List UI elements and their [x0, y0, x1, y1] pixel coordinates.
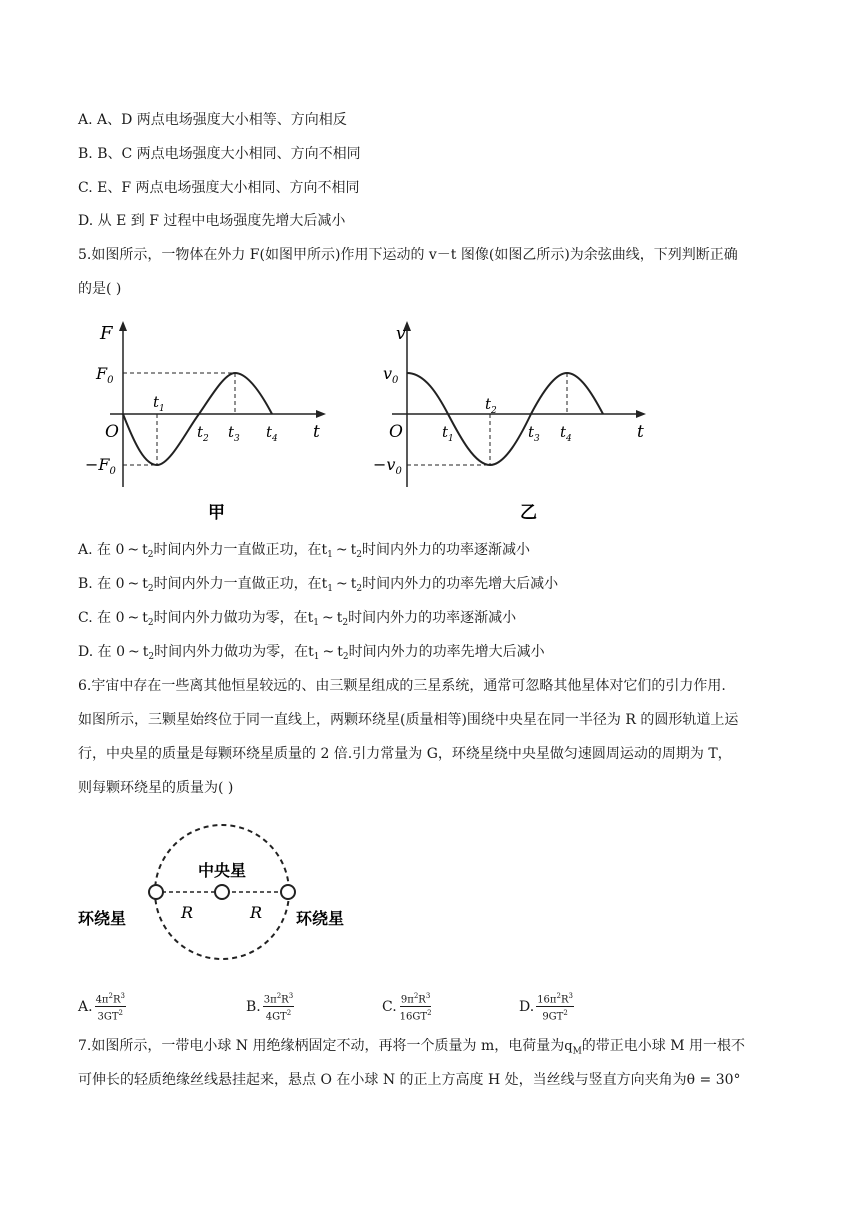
q5-option-b: B. 在 0 ~ $t_2$时间内外力一直做正功，在$t_1$ ~ $t_2$时间内外力的功率先增大后减小 [78, 576, 559, 594]
q4-option-d: D. 从 E 到 F 过程中电场强度先增大后减小 [78, 213, 346, 229]
y-axis-arrow [119, 321, 127, 331]
q7-stem-line1: 7.如图所示，一带电小球 N 用绝缘柄固定不动，再将一个质量为 m，电荷量为$q_M$的带正电小球 M 用一根不 [78, 1038, 746, 1057]
neg-f0-label: $-F_0$ [85, 455, 116, 477]
x-axis-arrow [636, 410, 646, 418]
v0-label: $v_0$ [383, 364, 399, 386]
y-axis-label: v [396, 324, 406, 344]
velocity-curve [407, 373, 603, 465]
q7-stem-line2: 可伸长的轻质绝缘丝线悬挂起来，悬点 O 在小球 N 的正上方高度 H 处，当丝线与竖直方向夹角为θ = 30° [78, 1072, 741, 1088]
q5-figure-jia [70, 315, 340, 530]
t4-label: $t_4$ [560, 423, 572, 444]
q5-stem-line2: 的是( ) [78, 281, 122, 297]
q4-option-a: A. A、D 两点电场强度大小相等、方向相反 [78, 112, 347, 128]
origin-label: O [105, 422, 119, 442]
t2-label: $t_2$ [485, 395, 497, 416]
central-star [215, 885, 229, 899]
origin-label: O [389, 422, 403, 442]
q6-stem-line1: 6.宇宙中存在一些离其他恒星较远的、由三颗星组成的三星系统，通常可忽略其他星体对它们的引力作用. [78, 678, 726, 694]
x-axis-arrow [316, 410, 326, 418]
q6-option-a: A. $\frac{4\pi^2R^3}{3GT^2}$ [78, 992, 125, 1023]
q5-option-d: D. 在 0 ~ $t_2$时间内外力做功为零，在$t_1$ ~ $t_2$时间内外力的功率先增大后减小 [78, 644, 545, 662]
fraction: $\frac{9\pi^2R^3}{16GT^2}$ [399, 992, 432, 1023]
q6-stem-line3: 行，中央星的质量是每颗环绕星质量的 2 倍.引力常量为 G，环绕星绕中央星做匀速圆周运动的周期为 T， [78, 746, 732, 762]
y-axis-label: F [100, 323, 113, 344]
t2-label: $t_2$ [197, 423, 209, 444]
t1-label: $t_1$ [153, 393, 165, 414]
q5-option-c: C. 在 0 ~ $t_2$时间内外力做功为零，在$t_1$ ~ $t_2$时间内外力的功率逐渐减小 [78, 610, 517, 628]
right-orbiting-star [281, 885, 295, 899]
fraction: $\frac{3\pi^2R^3}{4GT^2}$ [263, 992, 294, 1023]
force-curve [123, 373, 272, 465]
t3-label: $t_3$ [228, 423, 240, 444]
right-star-label: 环绕星 [296, 909, 345, 928]
q6-option-d: D. $\frac{16\pi^2R^3}{9GT^2}$ [519, 992, 573, 1023]
left-orbiting-star [149, 885, 163, 899]
angle-value: θ = 30° [686, 1072, 741, 1088]
left-star-label: 环绕星 [78, 909, 127, 928]
fraction: $\frac{4\pi^2R^3}{3GT^2}$ [95, 992, 125, 1023]
fraction: $\frac{16\pi^2R^3}{9GT^2}$ [537, 992, 573, 1023]
t1-label: $t_1$ [442, 423, 454, 444]
q4-option-b: B. B、C 两点电场强度大小相同、方向不相同 [78, 146, 361, 162]
t4-label: $t_4$ [266, 423, 278, 444]
q6-figure-three-star [78, 820, 368, 970]
radius-label-left: R [181, 903, 194, 922]
radius-label-right: R [250, 903, 263, 922]
q6-option-b: B. $\frac{3\pi^2R^3}{4GT^2}$ [246, 992, 294, 1023]
charge-symbol: $q_M$ [564, 1039, 582, 1057]
q6-option-c: C. $\frac{9\pi^2R^3}{16GT^2}$ [382, 992, 432, 1023]
x-axis-label: t [313, 422, 320, 442]
neg-v0-label: $-v_0$ [373, 455, 402, 477]
central-star-label: 中央星 [198, 861, 247, 880]
x-axis-label: t [637, 422, 644, 442]
t3-label: $t_3$ [528, 423, 540, 444]
q5-figure-yi [350, 315, 660, 530]
f0-label: $F_0$ [96, 364, 114, 386]
q6-stem-line2: 如图所示，三颗星始终位于同一直线上，两颗环绕星(质量相等)围绕中央星在同一半径为 R 的圆形轨道上运 [78, 712, 739, 728]
q5-stem-line1: 5.如图所示，一物体在外力 F(如图甲所示)作用下运动的 v－t 图像(如图乙所示)为余弦曲线，下列判断正确 [78, 247, 738, 263]
caption-yi: 乙 [520, 503, 537, 523]
caption-jia: 甲 [208, 503, 225, 523]
q4-option-c: C. E、F 两点电场强度大小相同、方向不相同 [78, 180, 360, 196]
q5-option-a: A. 在 0 ~ $t_2$时间内外力一直做正功，在$t_1$ ~ $t_2$时间内外力的功率逐渐减小 [78, 542, 530, 560]
q6-stem-line4: 则每颗环绕星的质量为( ) [78, 780, 234, 796]
